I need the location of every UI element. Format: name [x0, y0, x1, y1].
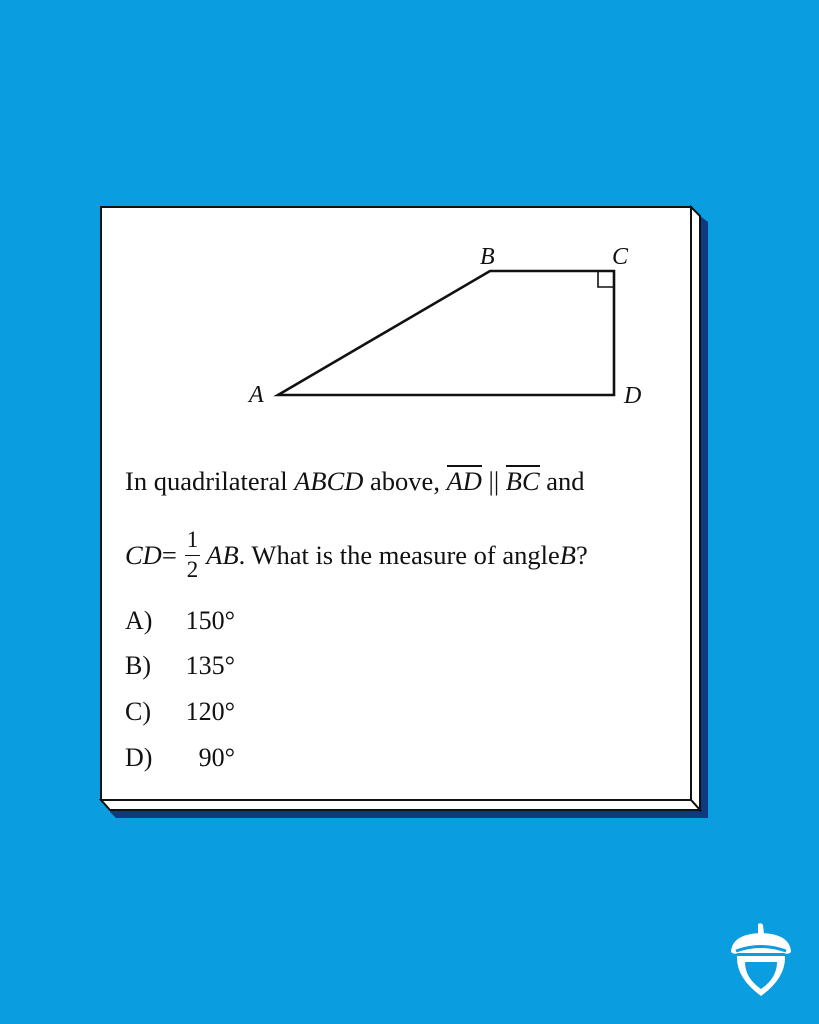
- vertex-label-d: D: [624, 383, 642, 409]
- answer-choice-b[interactable]: [125, 651, 235, 681]
- segment-ab: AB: [206, 539, 239, 570]
- fraction-one-half: [185, 528, 201, 582]
- acorn-icon: [728, 922, 794, 998]
- answer-choice-c[interactable]: [125, 697, 235, 727]
- parallel-symbol: ||: [481, 466, 506, 496]
- question-end: ?: [575, 539, 588, 570]
- question-suffix: and: [539, 466, 585, 496]
- choice-letter: C): [125, 697, 151, 726]
- equals-sign: =: [161, 539, 177, 570]
- question-line-1: [125, 465, 585, 497]
- segment-cd: CD: [125, 539, 162, 570]
- choice-value: 135°: [185, 651, 235, 680]
- choice-letter: B): [125, 651, 151, 680]
- choice-letter: A): [125, 606, 153, 635]
- question-card: [101, 207, 691, 799]
- question-middle: above,: [363, 466, 447, 496]
- vertex-label-b: B: [480, 244, 495, 270]
- segment-ad: AD: [446, 466, 482, 496]
- angle-name: B: [559, 539, 576, 570]
- segment-bc: BC: [505, 466, 540, 496]
- fraction-denominator: 2: [186, 557, 199, 582]
- choice-letter: D): [125, 743, 153, 772]
- choice-value: 120°: [185, 697, 235, 726]
- choice-value: 150°: [185, 606, 235, 635]
- choice-value: 90°: [198, 743, 235, 772]
- answer-choice-a[interactable]: [125, 606, 235, 636]
- fraction-numerator: 1: [185, 528, 201, 556]
- question-text: . What is the measure of angle: [238, 539, 560, 570]
- question-prefix: In quadrilateral: [125, 466, 295, 496]
- question-line-2: [125, 525, 588, 585]
- vertex-label-a: A: [249, 382, 264, 408]
- card-right-edge: [691, 207, 700, 810]
- vertex-label-c: C: [612, 244, 629, 270]
- figure-name: ABCD: [294, 466, 364, 496]
- card-bottom-edge: [101, 800, 700, 810]
- answer-choice-d[interactable]: [125, 743, 235, 773]
